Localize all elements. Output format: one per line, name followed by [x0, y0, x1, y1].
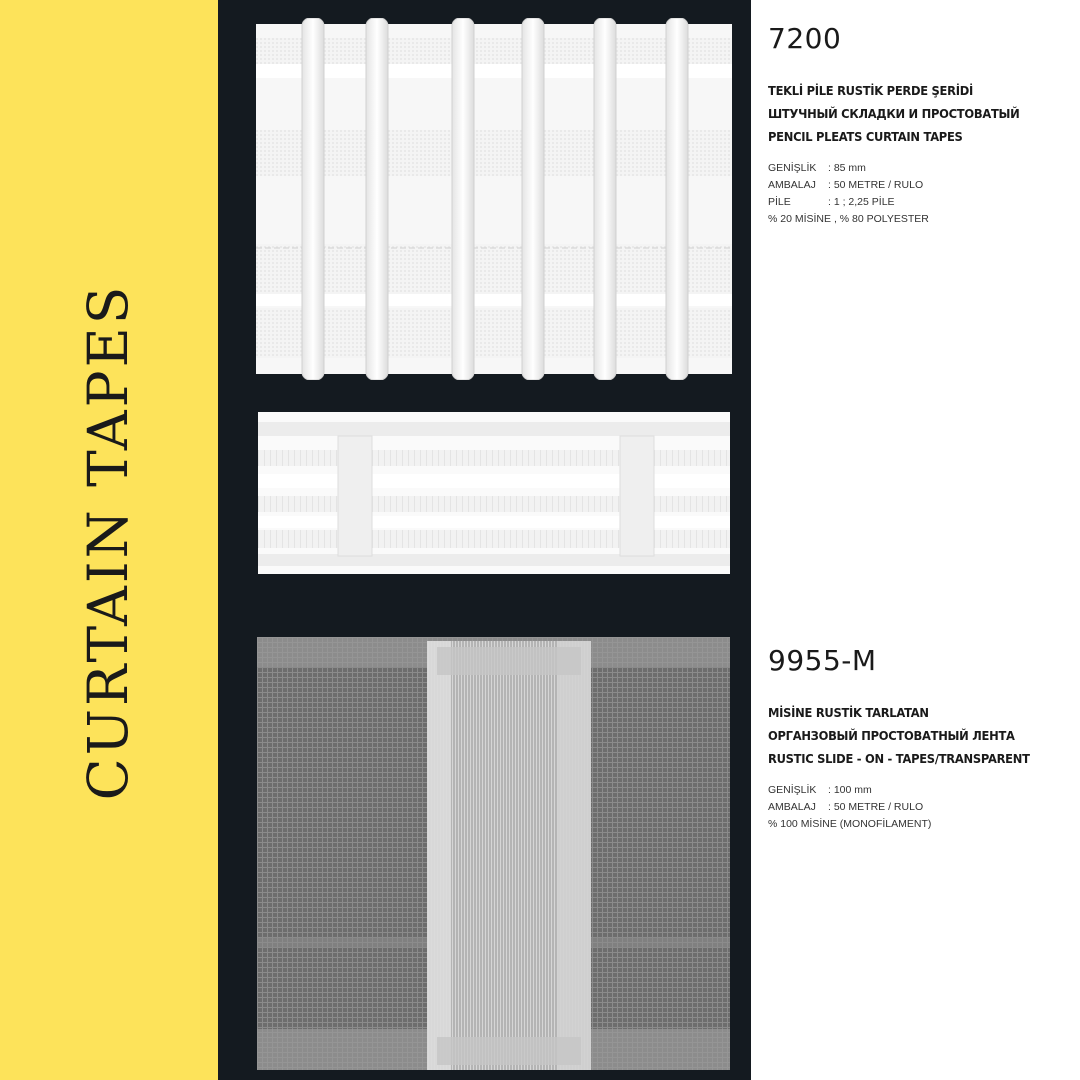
- pleated-tape-image: [256, 18, 732, 380]
- product-specs: [768, 160, 1068, 228]
- vertical-title: CURTAIN TAPES: [76, 283, 140, 801]
- product-code: 7200: [768, 22, 842, 55]
- product-names: [768, 701, 1068, 770]
- spec-width: [768, 782, 1068, 799]
- product-code: 9955-M: [768, 644, 877, 677]
- spec-composition: % 100 MİSİNE (MONOFİLAMENT): [768, 818, 932, 830]
- flat-tape-image: [258, 412, 730, 574]
- spec-value: : 100 mm: [828, 784, 872, 796]
- yellow-side-band: [0, 0, 218, 1080]
- spec-width: [768, 160, 1068, 177]
- spec-value: : 50 METRE / RULO: [828, 801, 924, 813]
- spec-label: AMBALAJ: [768, 801, 816, 813]
- transparent-tape-image: [257, 637, 730, 1070]
- spec-value: : 1 ; 2,25 PİLE: [828, 196, 895, 208]
- spec-pleat: [768, 194, 1068, 211]
- spec-packaging: [768, 799, 1068, 816]
- spec-packaging: [768, 177, 1068, 194]
- product-9955m-info: [768, 644, 1068, 833]
- spec-value: : 85 mm: [828, 162, 866, 174]
- product-specs: [768, 782, 1068, 833]
- product-name-en: PENCIL PLEATS CURTAIN TAPES: [768, 129, 963, 144]
- spec-label: GENİŞLİK: [768, 784, 817, 796]
- spec-label: PİLE: [768, 196, 791, 208]
- product-name-tr: MİSİNE RUSTİK TARLATAN: [768, 705, 929, 720]
- product-name-ru: ОРГАНЗОВЫЙ ПРОСТОВАТНЫЙ ЛЕНТА: [768, 728, 1015, 743]
- spec-value: : 50 METRE / RULO: [828, 179, 924, 191]
- product-name-ru: ШТУЧНЫЙ СКЛАДКИ И ПРОСТОВАТЫЙ: [768, 106, 1020, 121]
- product-names: [768, 79, 1068, 148]
- spec-label: GENİŞLİK: [768, 162, 817, 174]
- spec-label: AMBALAJ: [768, 179, 816, 191]
- product-name-tr: TEKLİ PİLE RUSTİK PERDE ŞERİDİ: [768, 83, 974, 98]
- product-name-en: RUSTIC SLIDE - ON - TAPES/TRANSPARENT: [768, 751, 1030, 766]
- spec-composition: % 20 MİSİNE , % 80 POLYESTER: [768, 213, 929, 225]
- product-7200-info: [768, 22, 1068, 228]
